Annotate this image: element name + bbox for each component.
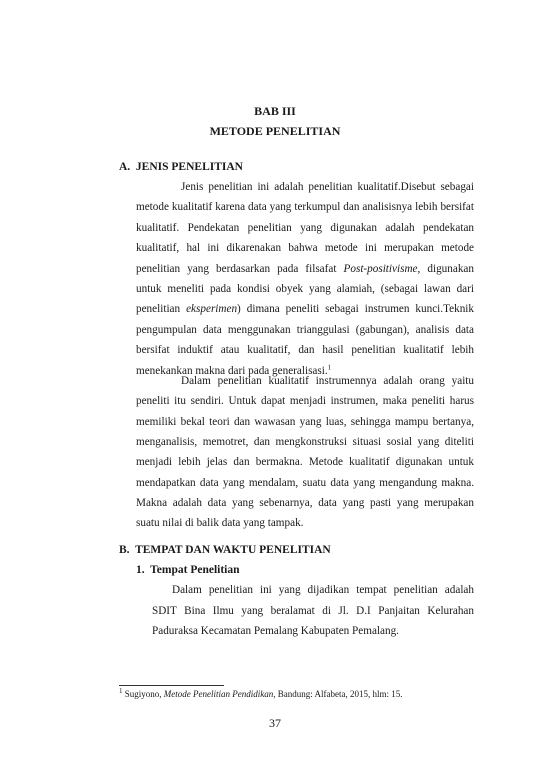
footnote (119, 689, 402, 699)
chapter-title: METODE PENELITIAN (209, 124, 341, 138)
text-line: peneliti itu sendiri. Untuk dapat menjadi instrumen, maka peneliti harus (136, 395, 474, 408)
section-a-heading: A. JENIS PENELITIAN (119, 161, 243, 173)
text-line: menjadi lebih jelas dan bermakna. Metode kualitatif digunakan untuk (136, 456, 474, 469)
text-line: menganalisis, memotret, dan mengkonstruksi situasi sosial yang diteliti (136, 435, 474, 448)
chapter-label: BAB III (254, 104, 296, 118)
footnote-author: Sugiyono, (122, 689, 164, 699)
text-line: Dalam penelitian ini yang dijadikan tempat penelitian adalah (172, 584, 474, 596)
footnote-book-title: Metode Penelitian Pendidikan (163, 689, 274, 699)
text-line: Paduraksa Kecamatan Pemalang Kabupaten Pemalang. (152, 625, 399, 637)
text-line: Jenis penelitian ini adalah penelitian kualitatif.Disebut sebagai (181, 181, 474, 193)
text-line: Dalam penelitian kualitatif instrumennya adalah orang yaitu (181, 375, 474, 387)
footnote-mark: 1 (119, 687, 123, 695)
text-line: kualitatif, hal ini dikarenakan bahwa metode ini merupakan metode (136, 242, 474, 255)
text-line: bersifat induktif atau kualitatif, dan hasil penelitian kualitatif lebih (136, 344, 474, 357)
text-line: penelitian yang berdasarkan pada filsafat Post-positivisme, digunakan (136, 262, 474, 275)
text-line: memiliki bekal teori dan wawasan yang luas, sehingga mampu bertanya, (136, 415, 474, 428)
page-number: 37 (269, 716, 281, 730)
footnote-reference: 1 (327, 362, 332, 371)
text-line: metode kualitatif karena data yang terkumpul dan analisisnya lebih bersifat (136, 201, 474, 214)
text-line: kualitatif. Pendekatan penelitian yang digunakan adalah pendekatan (136, 221, 474, 234)
text-line: untuk meneliti pada kondisi obyek yang alamiah, (sebagai lawan dari (136, 283, 474, 295)
subsection-tempat-heading: 1. Tempat Penelitian (136, 564, 240, 576)
text-line: menekankan makna dari pada generalisasi.$^1$ (136, 362, 332, 377)
text-line: SDIT Bina Ilmu yang beralamat di Jl. D.I Panjaitan Kelurahan (152, 604, 474, 617)
footnote-divider (119, 685, 224, 686)
text-line: Makna adalah data yang sebenarnya, data yang pasti yang merupakan (136, 496, 474, 509)
text-line: penelitian eksperimen) dimana peneliti sebagai instrumen kunci.Teknik (136, 303, 474, 316)
text-line: suatu nilai di balik data yang tampak. (136, 517, 304, 530)
text-line: mendapatkan data yang mendalam, suatu data yang mengandung makna. (136, 476, 474, 489)
text-line: pengumpulan data menggunakan trianggulasi (gabungan), analisis data (136, 323, 474, 336)
footnote-publication: , Bandung: Alfabeta, 2015, hlm: 15. (273, 689, 403, 699)
section-b-heading: B. TEMPAT DAN WAKTU PENELITIAN (119, 544, 331, 556)
